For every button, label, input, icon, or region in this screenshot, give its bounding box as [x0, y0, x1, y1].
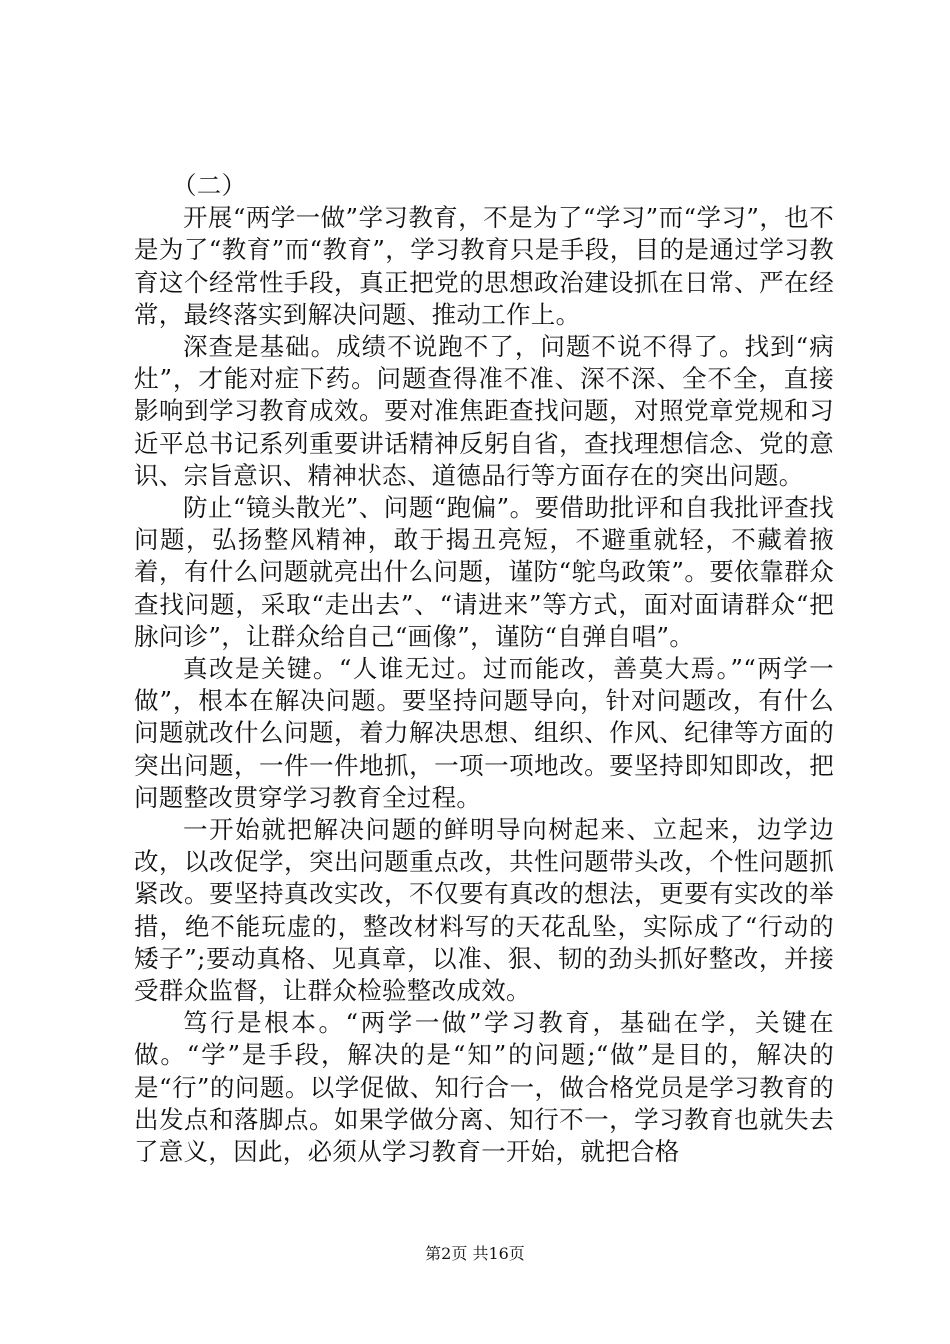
section-heading: （二） — [172, 171, 247, 200]
paragraph-real-correction: 真改是关键。“人谁无过。过而能改，善莫大焉。”“两学一做”，根本在解决问题。要坚持问题导向，针对问题改，有什么问题就改什么问题，着力解决思想、组织、作风、纪律等方面的突出问题，一件一件地抓，一项一项地改。要坚持即知即改，把问题整改贯穿学习教育全过程。 — [134, 654, 835, 812]
page-number-footer: 第2页 共16页 — [425, 1244, 525, 1263]
paragraph-immediate-action: 一开始就把解决问题的鲜明导向树起来、立起来，边学边改，以改促学，突出问题重点改，共性问题带头改，个性问题抓紧改。要坚持真改实改，不仅要有真改的想法，更要有实改的举措，绝不能玩虚的，整改材料写的天花乱坠，实际成了“行动的矮子”;要动真格、见真章，以准、狠、韧的劲头抓好整改，并接受群众监督，让群众检验整改成效。 — [134, 815, 834, 1006]
paragraph-intro: 开展“两学一做”学习教育，不是为了“学习”而“学习”，也不是为了“教育”而“教育”，学习教育只是手段，目的是通过学习教育这个经常性手段，真正把党的思想政治建设抓在日常、严在经常，最终落实到解决问题、推动工作上。 — [134, 203, 834, 329]
paragraph-practice: 笃行是根本。“两学一做”学习教育，基础在学，关键在做。“学”是手段，解决的是“知”的问题;“做”是目的，解决的是“行”的问题。以学促做、知行合一，做合格党员是学习教育的出发点和落脚点。如果学做分离、知行不一，学习教育也就失去了意义，因此，必须从学习教育一开始，就把合格 — [134, 1008, 834, 1167]
paragraph-deep-inspection: 深查是基础。成绩不说跑不了，问题不说不得了。找到“病灶”，才能对症下药。问题查得准不准、深不深、全不全，直接影响到学习教育成效。要对准焦距查找问题，对照党章党规和习近平总书记系列重要讲话精神反躬自省，查找理想信念、党的意识、宗旨意识、精神状态、道德品行等方面存在的突出问题。 — [134, 332, 835, 490]
document-body — [134, 170, 834, 1168]
paragraph-prevent-deviation: 防止“镜头散光”、问题“跑偏”。要借助批评和自我批评查找问题，弘扬整风精神，敢于揭丑亮短，不避重就轻，不藏着掖着，有什么问题就亮出什么问题，谨防“鸵鸟政策”。要依靠群众查找问题，采取“走出去”、“请进来”等方式，面对面请群众“把脉问诊”，让群众给自己“画像”，谨防“自弹自唱”。 — [134, 493, 834, 651]
